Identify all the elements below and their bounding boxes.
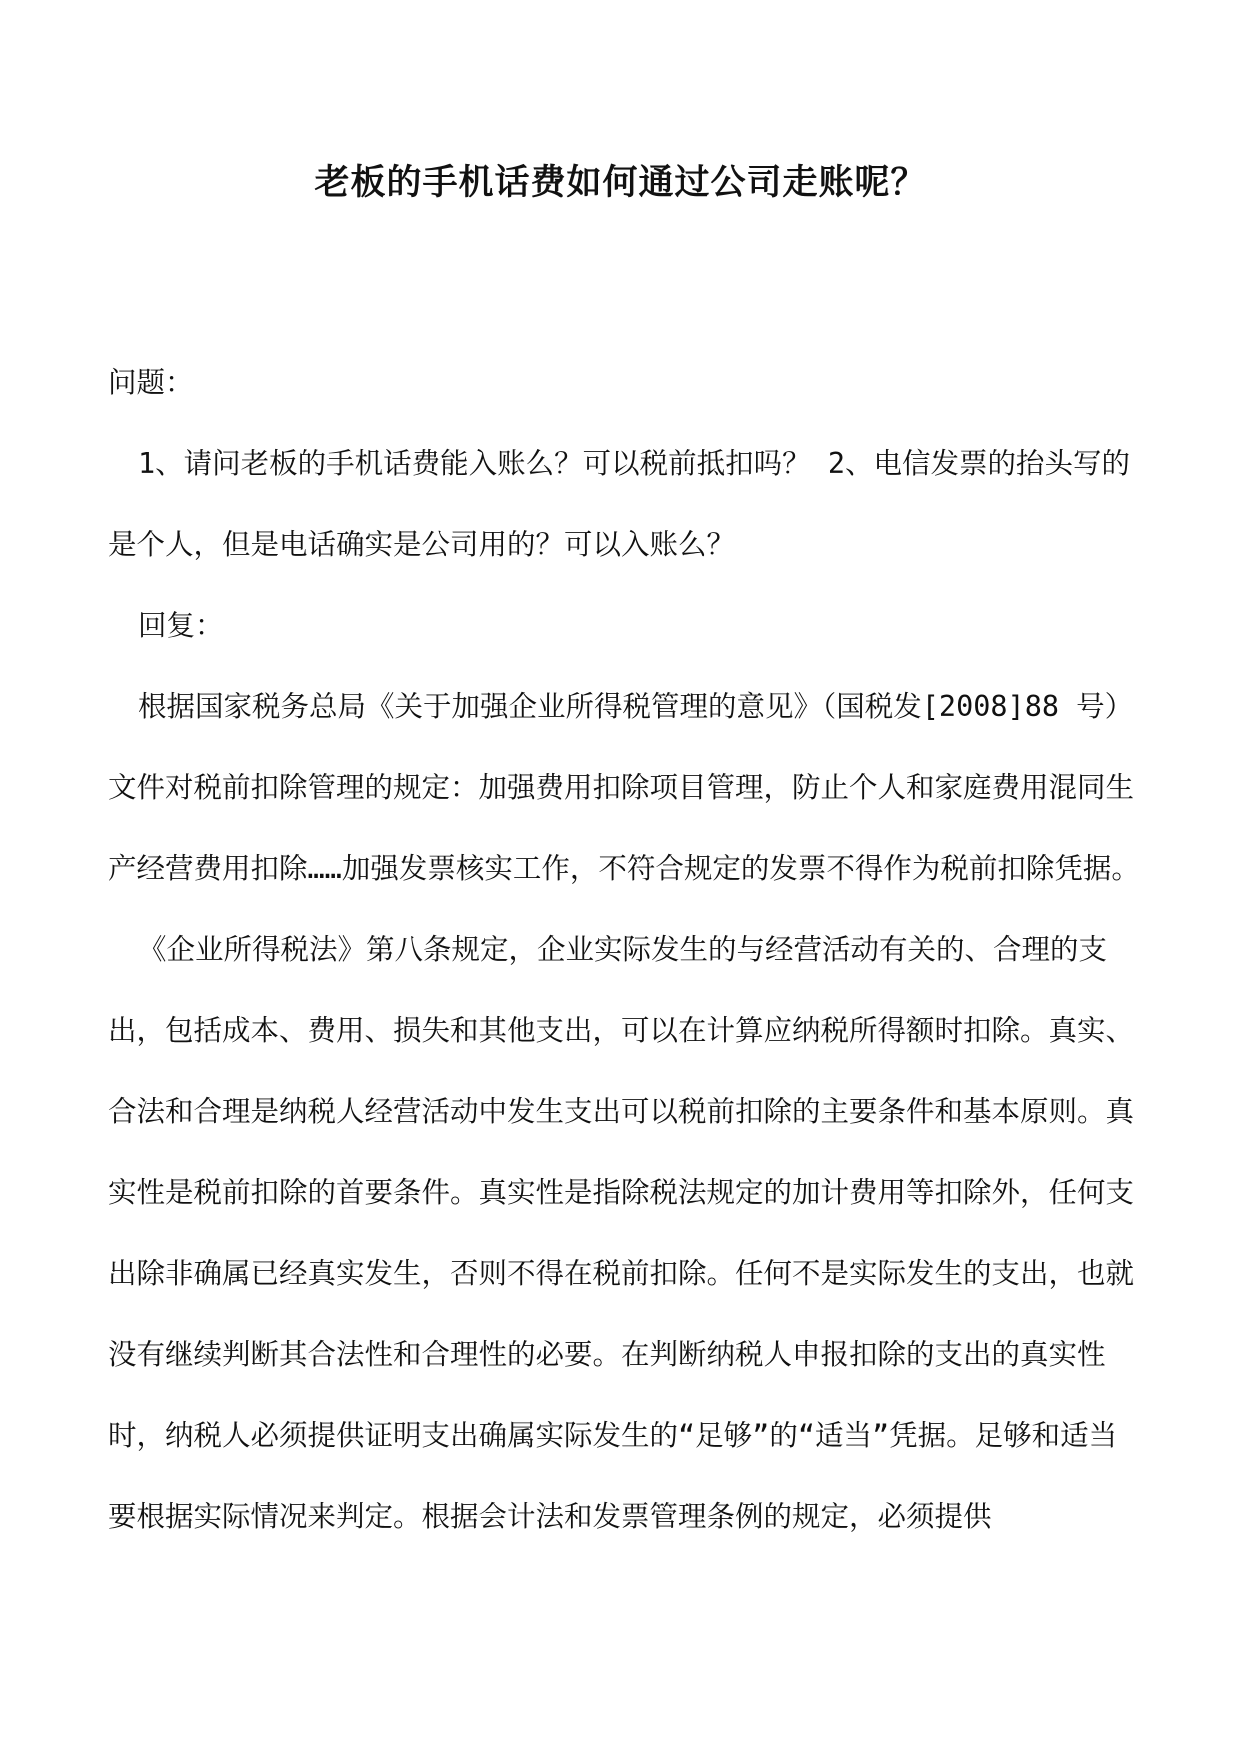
document-title: 老板的手机话费如何通过公司走账呢？	[314, 162, 927, 203]
paragraph-question-heading: 问题：	[108, 366, 194, 399]
paragraph-questions: 1、请问老板的手机话费能入账么？可以税前抵扣吗？ 2、电信发票的抬头写的是个人，但是电话确实是公司用的？可以入账么？	[108, 447, 1130, 561]
paragraph-reply-heading: 回复：	[138, 609, 224, 642]
document-body	[108, 342, 1144, 1557]
paragraph-tax-law: 《企业所得税法》第八条规定，企业实际发生的与经营活动有关的、合理的支出，包括成本、费用、损失和其他支出，可以在计算应纳税所得额时扣除。真实、合法和合理是纳税人经营活动中发生支出可以税前扣除的主要条件和基本原则。真实性是税前扣除的首要条件。真实性是指除税法规定的加计费用等扣除外，任何支出除非确属已经真实发生，否则不得在税前扣除。任何不是实际发生的支出，也就没有继续判断其合法性和合理性的必要。在判断纳税人申报扣除的支出的真实性时，纳税人必须提供证明支出确属实际发生的“足够”的“适当”凭据。足够和适当要根据实际情况来判定。根据会计法和发票管理条例的规定，必须提供	[108, 933, 1135, 1533]
paragraph-regulation: 根据国家税务总局《关于加强企业所得税管理的意见》（国税发[2008]88 号）文件对税前扣除管理的规定：加强费用扣除项目管理，防止个人和家庭费用混同生产经营费用扣除……加强发票核实工作，不符合规定的发票不得作为税前扣除凭据。	[108, 690, 1140, 885]
